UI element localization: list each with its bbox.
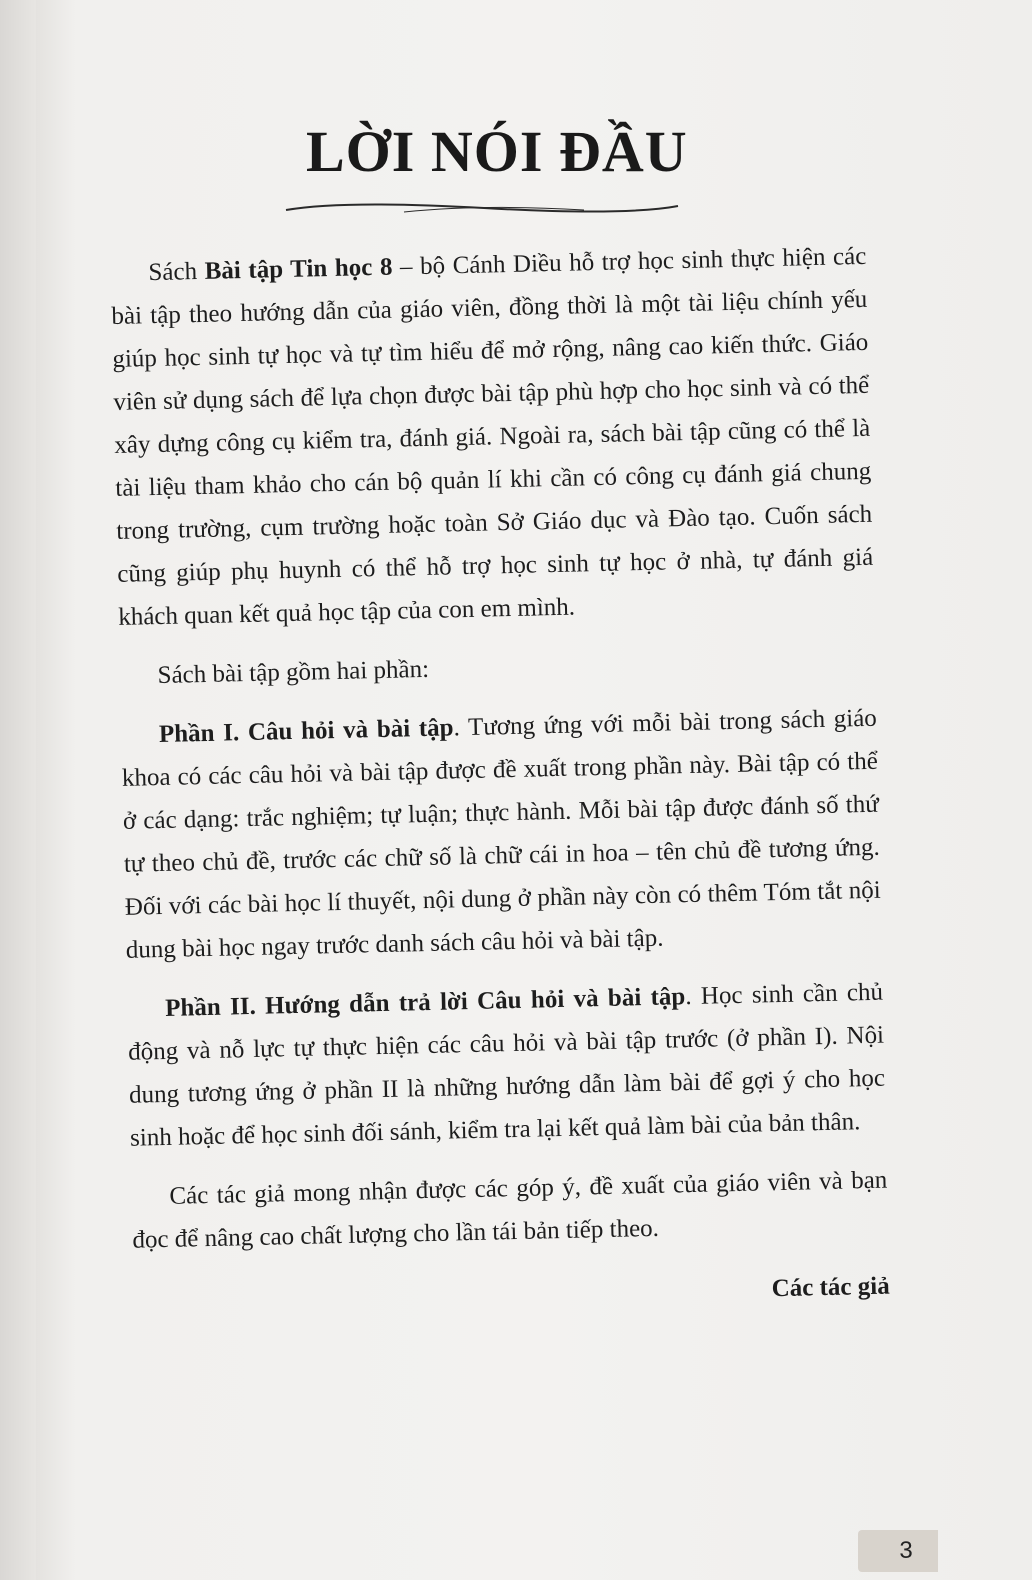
page-gutter-shadow [0, 0, 40, 1580]
paragraph-intro [110, 235, 875, 639]
page-number: 3 [899, 1537, 913, 1564]
signature: Các tác giả [771, 1272, 890, 1303]
part-one-heading: Phần I. Câu hỏi và bài tập [158, 714, 454, 749]
part-one-text: . Tương ứng với mỗi bài trong sách giáo khoa có các câu hỏi và bài tập được đề xuất trong phần này. Bài tập có thể ở các dạng: trắc nghiệm; tự luận; thực hành. Mỗi bài tập được đánh số thứ tự theo chủ đề, trước các chữ số là chữ cái in hoa – tên chủ đề tương ứng. Đối với các bài học lí thuyết, nội dung ở phần này còn có thêm Tóm tắt nội dung bài học ngay trước danh sách câu hỏi và bài tập. [121, 704, 881, 964]
part-two-heading: Phần II. Hướng dẫn trả lời Câu hỏi và bài tập [164, 983, 686, 1022]
book-title-bold: Bài tập Tin học 8 [204, 253, 393, 285]
paragraph-intro-lead: Sách [148, 257, 205, 287]
paragraph-structure: Sách bài tập gồm hai phần: [157, 655, 430, 690]
paragraph-closing: Các tác giả mong nhận được các góp ý, đề xuất của giáo viên và bạn đọc để nâng cao chất lượng cho lần tái bản tiếp theo. [132, 1166, 888, 1254]
preface-body [110, 235, 891, 1341]
page-title: LỜI NÓI ĐẦU [306, 119, 688, 184]
paragraph-intro-text: – bộ Cánh Diều hỗ trợ học sinh thực hiện các bài tập theo hướng dẫn của giáo viên, đồng thời là một tài liệu chính yếu giúp học sinh tự học và tự tìm hiểu để mở rộng, nâng cao kiến thức. Giáo viên sử dụng sách để lựa chọn được bài tập phù hợp cho học sinh và có thể xây dựng công cụ kiểm tra, đánh giá. Ngoài ra, sách bài tập cũng có thể là tài liệu tham khảo cho cán bộ quản lí khi cần có công cụ đánh giá chung trong trường, cụm trường hoặc toàn Sở Giáo dục và Đào tạo. Cuốn sách cũng giúp phụ huynh có thể hỗ trợ học sinh tự học ở nhà, tự đánh giá khách quan kết quả học tập của con em mình. [111, 242, 874, 631]
paragraph-part-one [120, 697, 882, 972]
title-underline-ornament [284, 196, 680, 216]
paragraph-part-two [127, 971, 887, 1160]
part-two-text: . Học sinh cần chủ động và nỗ lực tự thực hiện các câu hỏi và bài tập trước (ở phần I). Nội dung tương ứng ở phần II là những hướng dẫn làm bài để gợi ý cho học sinh hoặc để học sinh đối sánh, kiểm tra lại kết quả làm bài của bản thân. [127, 978, 886, 1152]
